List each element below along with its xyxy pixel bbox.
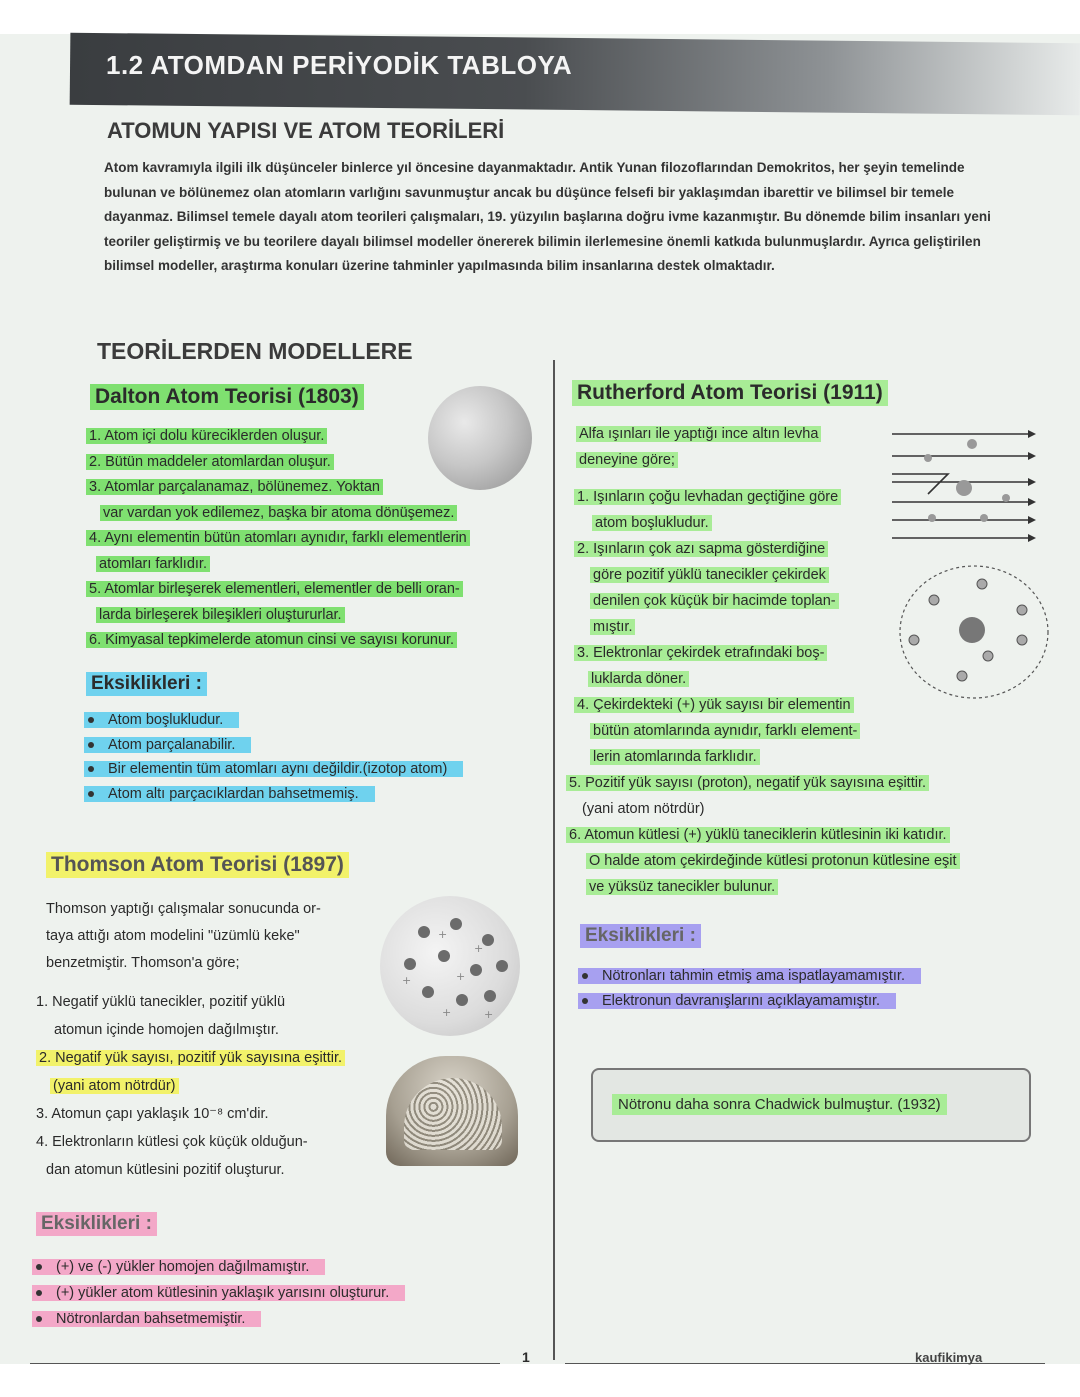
thomson-intro-line: Thomson yaptığı çalışmalar sonucunda or- bbox=[46, 901, 321, 917]
dalton-shortcomings-title: Eksiklikleri : bbox=[86, 672, 207, 696]
dalton-shortcoming: Atom parçalanabilir. bbox=[108, 736, 236, 753]
rutherford-intro-line: deneyine göre; bbox=[576, 452, 678, 468]
rutherford-item: 2. Işınların çok azı sapma gösterdiğine bbox=[574, 541, 828, 557]
footer-rule-left bbox=[30, 1363, 500, 1364]
rutherford-title: Rutherford Atom Teorisi (1911) bbox=[572, 380, 888, 406]
bullet-icon bbox=[582, 973, 588, 979]
rutherford-intro-line: Alfa ışınları ile yaptığı ince altın levha bbox=[576, 426, 821, 442]
thomson-title: Thomson Atom Teorisi (1897) bbox=[46, 852, 349, 878]
dalton-shortcoming: Bir elementin tüm atomları aynı değildir.(izotop atom) bbox=[108, 761, 448, 777]
rutherford-item: luklarda döner. bbox=[588, 671, 689, 687]
dalton-item: 3. Atomlar parçalanamaz, bölünemez. Yoktan bbox=[86, 479, 383, 495]
thomson-shortcomings-title: Eksiklikleri : bbox=[36, 1212, 157, 1236]
page-number: 1 bbox=[522, 1349, 530, 1365]
thomson-item: dan atomun kütlesini pozitif oluşturur. bbox=[46, 1162, 285, 1178]
svg-text:+: + bbox=[456, 970, 466, 983]
intro-paragraph: Atom kavramıyla ilgili ilk düşünceler binlerce yıl öncesine dayanmaktadır. Antik Yunan filozoflarından Demokritos, her şeyin temelinde bulunan ve bölünemez olan atomların varlığını savunmuştur ancak bu düşünce felsefi bir yaklaşımdan ibarettir ve bilimsel bir temele dayanmaz. Bilimsel temele dayalı atom teorileri çalışmaları, 19. yüzyılın başlarına doğru ivme kazanmıştır. Bu dönemde bilim insanları yeni teoriler geliştirmiş ve bu teorilere dayalı bilimsel modeller önererek bilimin ilerlemesine önemli katkıda bulunmuşlardır. Ayrıca geliştirilen bilimsel modeller, araştırma konuları üzerine tahminler yapılmasında bilim insanlarına destek olmaktadır. bbox=[104, 160, 991, 273]
thomson-shortcomings bbox=[32, 1254, 405, 1332]
rutherford-item: denilen çok küçük bir hacimde toplan- bbox=[590, 593, 839, 609]
thomson-item: 1. Negatif yüklü tanecikler, pozitif yüklü bbox=[36, 994, 286, 1010]
rutherford-shortcomings-title: Eksiklikleri : bbox=[580, 924, 701, 948]
models-heading: TEORİLERDEN MODELLERE bbox=[97, 338, 413, 364]
dalton-shortcoming: Atom boşlukludur. bbox=[108, 712, 224, 728]
rutherford-shortcoming: Elektronun davranışlarını açıklayamamıştır. bbox=[602, 993, 881, 1009]
rutherford-list bbox=[569, 484, 960, 900]
chapter-title: 1.2 ATOMDAN PERİYODİK TABLOYA bbox=[106, 50, 573, 80]
svg-text:+: + bbox=[442, 1006, 452, 1019]
electron-dots-icon bbox=[380, 896, 520, 1036]
bullet-icon bbox=[88, 742, 94, 748]
dalton-item: larda birleşerek bileşikleri oluştururlar. bbox=[96, 607, 345, 623]
rutherford-shortcomings bbox=[578, 964, 921, 1014]
bullet-icon bbox=[582, 998, 588, 1004]
svg-text:+: + bbox=[402, 974, 412, 987]
chadwick-note: Nötronu daha sonra Chadwick bulmuştur. (1932) bbox=[612, 1094, 947, 1115]
svg-text:+: + bbox=[474, 942, 484, 955]
bullet-icon bbox=[36, 1290, 42, 1296]
thomson-item: atomun içinde homojen dağılmıştır. bbox=[54, 1022, 279, 1038]
dalton-item: var vardan yok edilemez, başka bir atoma dönüşemez. bbox=[100, 505, 457, 521]
rutherford-item: mıştır. bbox=[590, 619, 635, 635]
rutherford-item: (yani atom nötrdür) bbox=[582, 801, 705, 817]
svg-text:+: + bbox=[438, 928, 448, 941]
dalton-title: Dalton Atom Teorisi (1803) bbox=[90, 384, 364, 410]
bullet-icon bbox=[88, 791, 94, 797]
thomson-item: 4. Elektronların kütlesi çok küçük olduğun- bbox=[36, 1134, 308, 1150]
bullet-icon bbox=[36, 1316, 42, 1322]
thomson-list bbox=[36, 988, 345, 1184]
thomson-item: (yani atom nötrdür) bbox=[50, 1078, 179, 1094]
rutherford-intro bbox=[576, 422, 821, 473]
rutherford-item: ve yüksüz tanecikler bulunur. bbox=[586, 879, 778, 895]
dalton-shortcoming: Atom altı parçacıklardan bahsetmemiş. bbox=[108, 785, 359, 802]
bullet-icon bbox=[88, 766, 94, 772]
rutherford-item: O halde atom çekirdeğinde kütlesi protonun kütlesine eşit bbox=[586, 853, 960, 869]
rutherford-shortcoming: Nötronları tahmin etmiş ama ispatlayamamıştır. bbox=[602, 968, 905, 984]
page bbox=[0, 34, 1080, 1364]
brand-mark: kaufikimya bbox=[915, 1350, 983, 1365]
dalton-list bbox=[86, 424, 470, 654]
dalton-item: 4. Aynı elementin bütün atomları aynıdır, farklı elementlerin bbox=[86, 530, 470, 546]
dalton-item: 6. Kimyasal tepkimelerde atomun cinsi ve sayısı korunur. bbox=[86, 632, 457, 648]
dalton-shortcomings bbox=[84, 708, 463, 806]
section-heading: ATOMUN YAPISI VE ATOM TEORİLERİ bbox=[107, 118, 505, 143]
svg-text:+: + bbox=[484, 1008, 494, 1021]
rutherford-item: 1. Işınların çoğu levhadan geçtiğine göre bbox=[574, 489, 841, 505]
thomson-item: 2. Negatif yük sayısı, pozitif yük sayısına eşittir. bbox=[36, 1050, 345, 1066]
rutherford-item: göre pozitif yüklü tanecikler çekirdek bbox=[590, 567, 829, 583]
bullet-icon bbox=[88, 717, 94, 723]
rutherford-item: atom boşlukludur. bbox=[592, 515, 712, 531]
thomson-shortcoming: (+) yükler atom kütlesinin yaklaşık yarısını oluşturur. bbox=[56, 1285, 390, 1301]
thomson-intro bbox=[46, 896, 321, 977]
thomson-intro-line: benzetmiştir. Thomson'a göre; bbox=[46, 955, 240, 971]
dalton-item: 2. Bütün maddeler atomlardan oluşur. bbox=[86, 454, 334, 470]
rutherford-item: 5. Pozitif yük sayısı (proton), negatif yük sayısına eşittir. bbox=[566, 775, 929, 791]
bullet-icon bbox=[36, 1264, 42, 1270]
thomson-shortcoming: (+) ve (-) yükler homojen dağılmamıştır. bbox=[56, 1259, 310, 1275]
thomson-intro-line: taya attığı atom modelini "üzümlü keke" bbox=[46, 928, 300, 944]
thomson-item: 3. Atomun çapı yaklaşık 10⁻⁸ cm'dir. bbox=[36, 1106, 269, 1122]
column-divider bbox=[553, 360, 555, 1360]
rutherford-item: 3. Elektronlar çekirdek etrafındaki boş- bbox=[574, 645, 827, 661]
rutherford-item: 6. Atomun kütlesi (+) yüklü taneciklerin kütlesinin iki katıdır. bbox=[566, 827, 950, 843]
rutherford-item: 4. Çekirdekteki (+) yük sayısı bir elementin bbox=[574, 697, 854, 713]
dalton-item: atomları farklıdır. bbox=[96, 556, 210, 572]
rutherford-item: lerin atomlarında farklıdır. bbox=[590, 749, 760, 765]
thomson-plum-pudding-model bbox=[380, 896, 520, 1036]
thomson-shortcoming: Nötronlardan bahsetmemiştir. bbox=[56, 1311, 246, 1327]
dalton-item: 5. Atomlar birleşerek elementleri, elementler de belli oran- bbox=[86, 581, 463, 597]
dalton-item: 1. Atom içi dolu küreciklerden oluşur. bbox=[86, 428, 327, 444]
rutherford-item: bütün atomlarında aynıdır, farklı element- bbox=[590, 723, 860, 739]
